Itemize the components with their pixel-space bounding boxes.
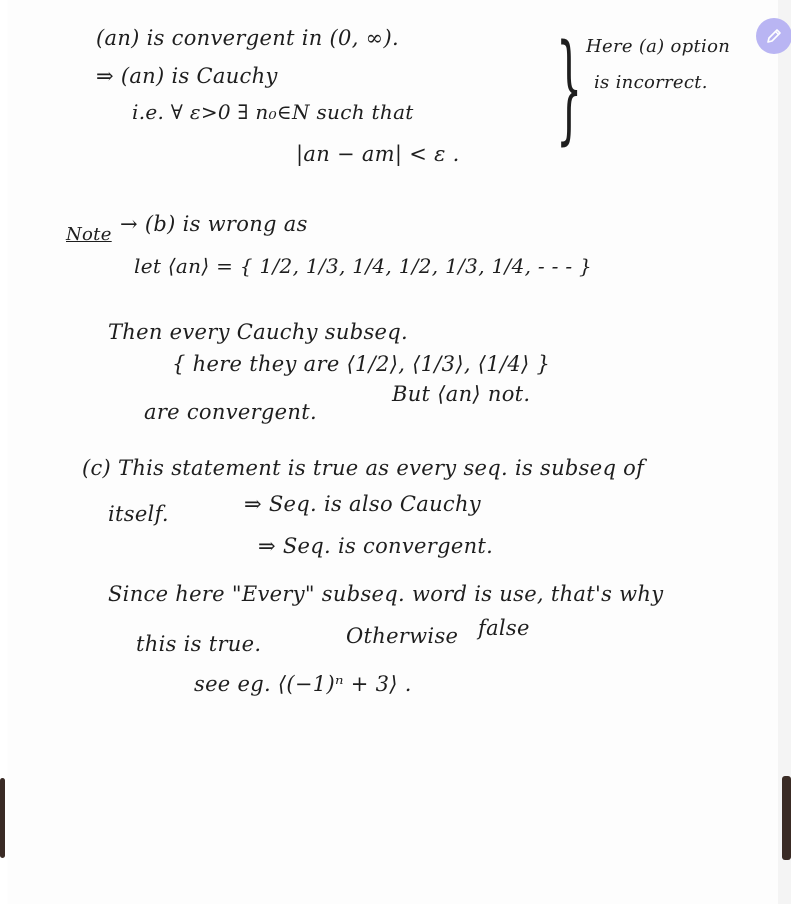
line-every-cauchy-subseq: Then every Cauchy subseq. [108,320,408,344]
side-note-line2: is incorrect. [594,72,708,93]
line-subsequences: { here they are ⟨1/2⟩, ⟨1/3⟩, ⟨1/4⟩ } [172,352,551,376]
line-seq-convergent: ⇒ Seq. is convergent. [258,534,494,558]
line-are-convergent: are convergent. [144,400,317,424]
line-this-is-true: this is true. [136,632,262,656]
note-label: Note [66,224,112,245]
line-otherwise: Otherwise [346,624,459,648]
line-sequence-def: let ⟨an⟩ = { 1/2, 1/3, 1/4, 1/2, 1/3, 1/4, - - - } [134,254,593,278]
line-seq-cauchy: ⇒ Seq. is also Cauchy [244,492,481,516]
line-but-not: But ⟨an⟩ not. [392,382,531,406]
left-edge-mark [0,778,5,858]
line-cauchy: ⇒ (an) is Cauchy [96,64,278,88]
right-brace: } [556,18,583,156]
right-edge-strip [778,0,791,904]
pencil-icon[interactable] [756,18,791,54]
line-convergent: (an) is convergent in (0, ∞). [96,26,399,50]
edge-mark [782,776,791,860]
notebook-page [8,0,779,904]
line-c-statement: (c) This statement is true as every seq. is subseq of [82,456,645,480]
side-note-line1: Here (a) option [586,36,731,57]
line-epsilon-def: i.e. ∀ ε>0 ∃ n₀∈N such that [132,100,414,124]
line-false: false [478,616,530,640]
note-b-wrong: → (b) is wrong as [120,212,308,236]
line-cauchy-inequality: |an − am| < ε . [296,142,460,166]
line-example: see eg. ⟨(−1)ⁿ + 3⟩ . [194,672,412,696]
line-since-every: Since here "Every" subseq. word is use, that's why [108,582,664,606]
line-itself: itself. [108,502,169,526]
